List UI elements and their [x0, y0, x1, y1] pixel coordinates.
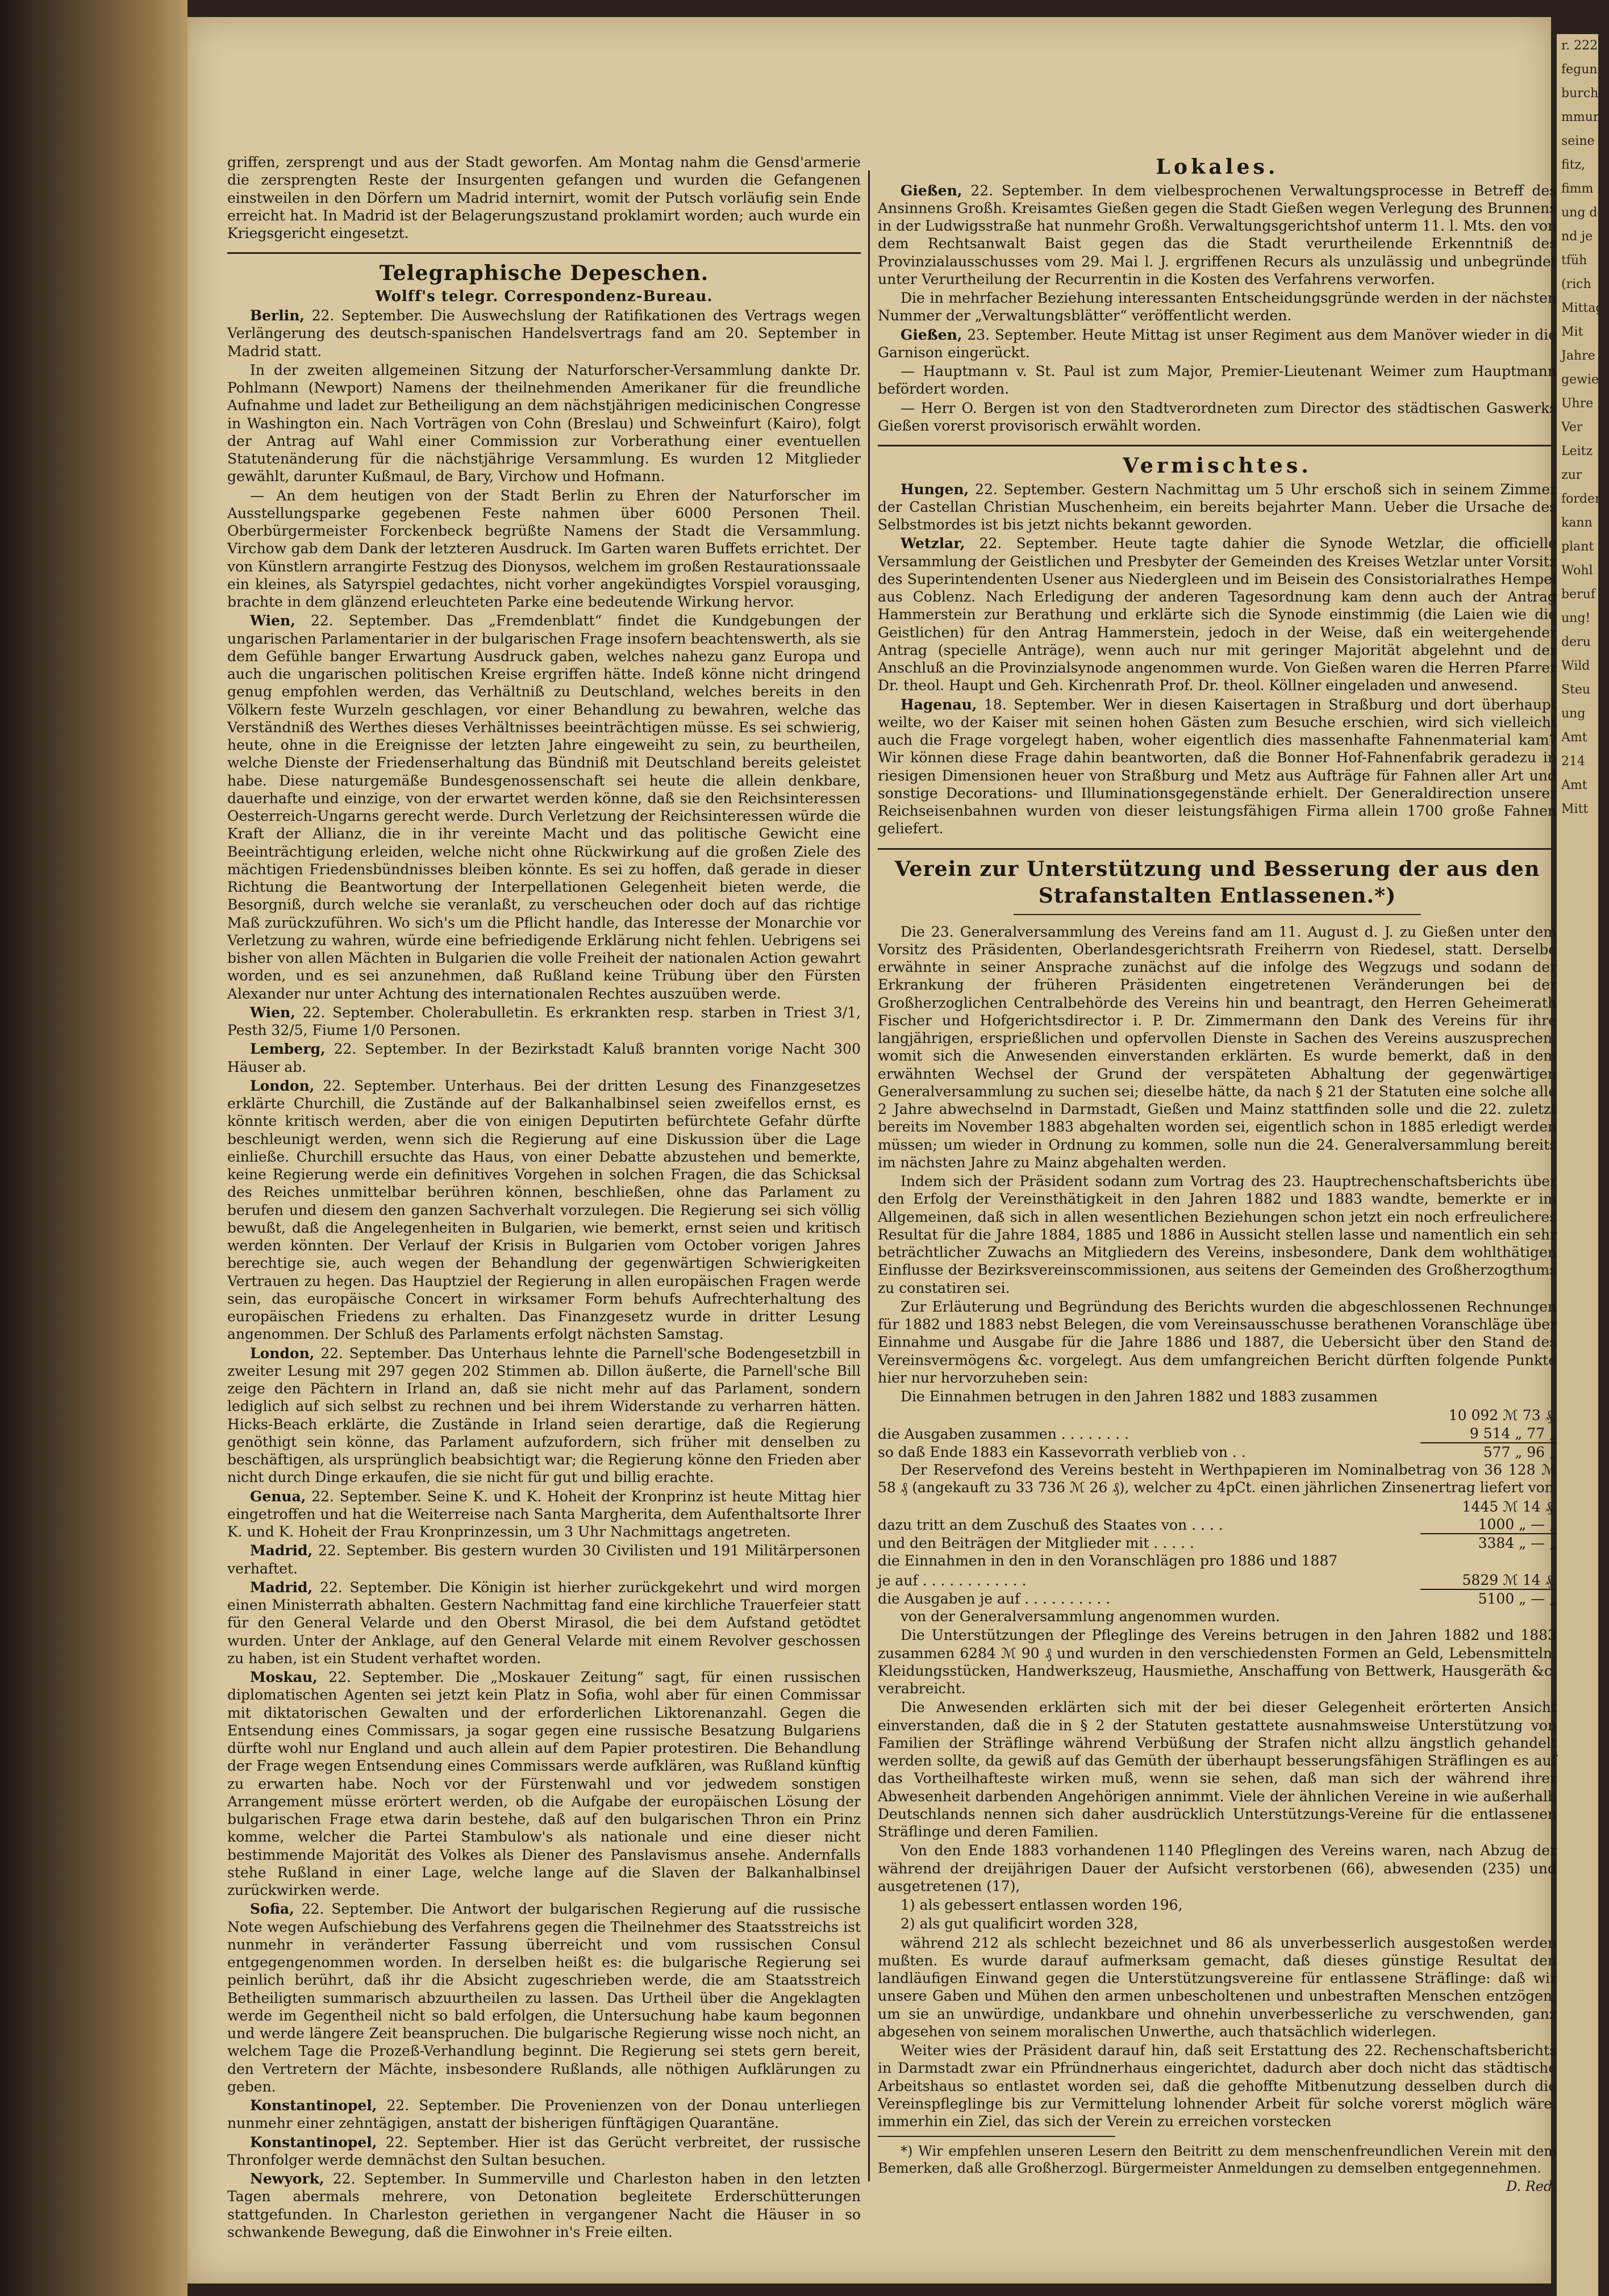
verein-paragraph: Weiter wies der Präsident darauf hin, daß seit Erstattung des 22. Rechenschaftsberichts in Darmstadt zwar ein Pfründnerhaus eingerichtet, dadurch aber doch nicht das städtische Arbeitshaus so entlastet worden sei, daß die gehoffte Mitbenutzung desselben durch die Vereinspfleglinge bis zur Vermittelung lohnender Arbeit für solche vorerst möglich wäre, immerhin ein Ziel, das sich der Verein zu erreichen vorstecken	[878, 2042, 1557, 2130]
article-text: 22. September. Unterhaus. Bei der dritten Lesung des Finanzgesetzes erklärte Churchill, die Zustände auf der Balkanhalbinsel seien zweifellos ernst, es könnte kritisch werden, aber die von einigen Deputirten befürchtete Gefahr dürfte beschleunigt werden, wenn sich die Regierung auf eine Diskussion über die Lage einließe. Churchill ersuchte das Haus, von einer Debatte abzustehen und bemerkte, keine Regierung werde ein definitives Vorgehen in solchen Fragen, die das Schicksal des Reiches unmittelbar berühren können, beschließen, ohne das Parlament zu berufen und diesem den ganzen Sachverhalt vorzulegen. Die Regierung sei sich völlig bewußt, daß die Angelegenheiten in Bulgarien, wie bemerkt, ernst seien und kritisch werden könnten. Der Verlauf der Krisis in Bulgarien vom October vorigen Jahres berechtige sie, auch wegen der Behandlung der gegenwärtigen Schwierigkeiten Vertrauen zu hegen. Das Hauptziel der Regierung in allen europäischen Fragen werde sein, das europäische Concert in wirksamer Form behufs Aufrechterhaltung des europäischen Friedens zu erhalten. Das Finanzgesetz wurde in dritter Lesung angenommen. Der Schluß des Parlaments erfolgt nächsten Samstag.	[227, 1077, 861, 1343]
adjacent-page-text: forder	[1561, 492, 1601, 506]
dateline-place: Konstantinopel,	[250, 2134, 377, 2151]
section-rule	[878, 848, 1557, 850]
verein-paragraph: Die 23. Generalversammlung des Vereins fand am 11. August d. J. zu Gießen unter dem Vorsitz des Präsidenten, Oberlandesgerichtsrath Freiherrn von Riedesel, statt. Derselbe erwähnte in seiner Ansprache zunächst auf die infolge des Wegzugs und sodann der Erkrankung der früheren Präsidenten eingetretenen Veränderungen bei der Großherzoglichen Centralbehörde des Vereins hin und beantragt, den Herren Geheimerath Fischer und Hofgerichtsdirector i. P. Dr. Zimmermann den Dank des Vereins für ihre langjährigen, ersprießlichen und opfervollen Dienste in Sachen des Vereins auszusprechen, womit sich die Anwesenden einverstanden erklärten. Es wurde bemerkt, daß in dem erwähnten Wechsel der Grund der verspäteten Abhaltung der gegenwärtigen Generalversammlung zu suchen sei; dieselbe hätte, da nach § 21 der Statuten eine solche alle 2 Jahre abwechselnd in Darmstadt, Gießen und Mainz stattfinden solle und die 22. zuletzt bereits im November 1883 abgehalten worden sei, eigentlich schon in 1885 erledigt werden müssen; um wieder in Ordnung zu kommen, solle nun die 24. Generalversammlung bereits im nächsten Jahre zu Mainz abgehalten werden.	[878, 923, 1557, 1171]
verein-paragraph: Von den Ende 1883 vorhandenen 1140 Pfleglingen des Vereins waren, nach Abzug der während der dreijährigen Dauer der Aufsicht verstorbenen (66), abwesenden (235) und ausgetretenen (17),	[878, 1842, 1557, 1894]
reserve-paragraph: Der Reservefond des Vereins besteht in Werthpapieren im Nominalbetrag von 36 128 ℳ 58 ₰ (angekauft zu 33 736 ℳ 26 ₰), welcher zu 4pCt. einen jährlichen Zinsenertrag liefert von	[878, 1462, 1557, 1496]
finance-label	[878, 1498, 1420, 1516]
article-paragraph	[227, 2170, 861, 2241]
heading-rule	[1014, 914, 1421, 915]
vermischtes-heading: Vermischtes.	[1123, 453, 1312, 478]
adjacent-page-text: Mitt	[1561, 802, 1589, 816]
adjacent-page-text: Wohl	[1561, 563, 1593, 578]
article-paragraph	[227, 361, 861, 486]
telegram-list	[227, 307, 861, 2241]
adjacent-page-text: Wild	[1561, 659, 1590, 673]
article-text: 22. September. Bis gestern wurden 30 Civilisten und 191 Militärpersonen verhaftet.	[227, 1542, 861, 1577]
finance-value: 5829 ℳ 14 ₰,	[1420, 1571, 1557, 1589]
verein-paragraph: Die Unterstützungen der Pfleglinge des Vereins betrugen in den Jahren 1882 und 1883 zusammen 6284 ℳ 90 ₰ und wurden in den verschiedensten Formen an Geld, Lebensmitteln, Kleidungsstücken, Handwerkszeug, Hausmiethe, Anschaffung von Bettwerk, Hausgeräth &c. verabreicht.	[878, 1627, 1557, 1697]
article-paragraph	[227, 1668, 861, 1899]
article-paragraph	[227, 1077, 861, 1343]
article-paragraph	[227, 2097, 861, 2132]
verein-paragraphs-continued	[878, 1608, 1557, 2130]
adjacent-page-text: ung de	[1561, 206, 1605, 220]
telegrams-heading: Telegraphische Depeschen.	[379, 261, 709, 286]
article-paragraph	[878, 696, 1557, 838]
article-text: 22. September. Gestern Nachmittag um 5 Uhr erschoß sich in seinem Zimmer der Castellan Christian Muschenheim, ein bereits bejahrter Mann. Ueber die Ursache des Selbstmordes ist bis jetzt nichts bekannt geworden.	[878, 481, 1557, 533]
adjacent-page-text: Leitz	[1561, 444, 1593, 458]
finance-label	[878, 1406, 1420, 1424]
article-paragraph	[878, 289, 1557, 325]
finance-row	[878, 1406, 1557, 1424]
article-paragraph	[227, 612, 861, 1003]
adjacent-page-text: zur	[1561, 468, 1582, 482]
article-text: 18. September. Wer in diesen Kaisertagen in Straßburg und dort überhaupt weilte, wo der Kaiser mit seinen hohen Gästen zum Besuche erschien, wird sich vielleicht auch die Frage vorgelegt haben, woher eigentlich dies massenhafte Fahnenmaterial kam? Wir können diese Frage dahin beantworten, daß die Bonner Hof-Fahnenfabrik geradezu in riesigen Dimensionen heuer von Straßburg und Metz aus Aufträge für Fahnen aller Art und sonstige Decorations- und Illuminationsgegenstände erhielt. Der Generaldirection unserer Reichseisenbahnen wurden von dieser leistungsfähigen Firma allein 1700 große Fahnen geliefert.	[878, 696, 1557, 837]
finance-table-1	[878, 1406, 1557, 1461]
footnote: *) Wir empfehlen unseren Lesern den Beitritt zu dem menschenfreundlichen Verein mit dem Bemerken, daß alle Großherzogl. Bürgermeister Anmeldungen zu demselben entgegennehmen.	[878, 2143, 1557, 2177]
dateline-place: London,	[250, 1345, 315, 1362]
section-rule	[878, 445, 1557, 446]
article-paragraph	[227, 1488, 861, 1541]
adjacent-page-text: 214	[1561, 754, 1585, 769]
article-text: 22. September. Die „Moskauer Zeitung“ sagt, für einen russischen diplomatischen Agenten sei jetzt kein Platz in Sofia, wohl aber für einen Commissar mit diktatorischen Gewalten und der erforderlichen Liktorenanzahl. Gegen die Entsendung eines Commissars, ja sogar gegen eine russische Besatzung Bulgariens dürfte wohl nur England und auch allein auf dem Papier protestiren. Die Behandlung der Frage wegen Entsendung eines Commissars werde aufklären, was Rußland künftig zu erwarten habe. Noch vor der Fürstenwahl und vor jedwedem sonstigen Arrangement müsse erörtert werden, ob die Aufgabe der europäischen Lösung der bulgarischen Frage etwa darin bestehe, daß auf den bulgarischen Thron ein Prinz komme, welcher die Partei Stambulow's als nationale und eine dieser nicht bestimmende Majorität des Volkes als Diener des Panslavismus ansehe. Andernfalls stehe Rußland in einer Lage, welche lange auf die Slaven der Balkanhalbinsel zurückwirken werde.	[227, 1669, 861, 1898]
article-text: 22. September. Heute tagte dahier die Synode Wetzlar, die officielle Versammlung der Geistlichen und Presbyter der Gemeinden des Kreises Wetzlar unter Vorsitz des Superintendenten Usener aus Niedergleen und im Beisein des Consistorialrathes Hempel aus Coblenz. Nach Erledigung der anderen Tagesordnung kam denn auch der Antrag Hammerstein zur Berathung und erklärte sich die Synode einstimmig (die Laien wie die Geistlichen) für den Antrag Hammerstein, jedoch in der Weise, daß ein weitergehender Antrag (specielle Anträge), wenn auch nur mit geringer Majorität abgelehnt und der Anschluß an die Provinzialsynode angenommen wurde. Von Gießen waren die Herren Pfarrer Dr. theol. Haupt und Geh. Kirchenrath Prof. Dr. theol. Köllner eingeladen und anwesend.	[878, 535, 1557, 694]
continuation-paragraph: griffen, zersprengt und aus der Stadt geworfen. Am Montag nahm die Gensd'armerie die zersprengten Reste der Insurgenten gefangen und wurden die Gefangenen einstweilen in den Dörfern um Madrid internirt, womit der Putsch vorläufig sein Ende erreicht hat. In Madrid ist der Belagerungszustand proklamirt worden; auch wurde ein Kriegsgericht eingesetzt.	[227, 154, 861, 241]
finance-label: je auf . . . . . . . . . . . .	[878, 1572, 1027, 1589]
finance-value: 9 514 „ 77 „	[1420, 1425, 1557, 1443]
finance-label: dazu tritt an dem Zuschuß des Staates von . . . .	[878, 1516, 1223, 1533]
article-paragraph	[227, 1542, 861, 1577]
finance-value: 1445 ℳ 14 ₰,	[1462, 1498, 1557, 1515]
adjacent-page-text: mmung	[1561, 110, 1609, 124]
verein-paragraphs	[878, 923, 1557, 1406]
article-paragraph	[878, 481, 1557, 534]
finance-value: 3384 „ — „	[1478, 1535, 1557, 1551]
article-text: Die in mehrfacher Beziehung interessanten Entscheidungsgründe werden in der nächsten Nummer der „Verwaltungsblätter“ veröffentlicht werden.	[878, 290, 1557, 324]
book-binding	[0, 0, 187, 2296]
verein-paragraph: Die Anwesenden erklärten sich mit der bei dieser Gelegenheit erörterten Ansicht einverstanden, daß die in § 2 der Statuten gestattete ausnahmsweise Unterstützung von Familien der Sträflinge während Verbüßung der Strafen nicht allzu ängstlich gehandelt werden sollte, da gewiß auf das Gemüth der überhaupt besserungsfähigen Sträflingen es auf das Vortheilhafteste wirken muß, wenn sie sehen, daß man sich der während ihrer Abwesenheit darbenden Angehörigen annimmt. Viele der ähnlichen Vereine in wie außerhalb Deutschlands nennen sich daher ausdrücklich Unterstützungs-Vereine für die entlassenen Sträflinge und deren Familien.	[878, 1699, 1557, 1840]
article-text: 22. September. Cholerabulletin. Es erkrankten resp. starben in Triest 3/1, Pesth 32/5, Fiume 1/0 Personen.	[227, 1004, 861, 1038]
adjacent-page-text: ung	[1561, 707, 1586, 721]
adjacent-page-text: Ver	[1561, 420, 1583, 435]
dateline-place: Moskau,	[250, 1669, 318, 1685]
adjacent-page-fragment	[1557, 34, 1609, 2296]
dateline-place: Gießen,	[901, 326, 962, 343]
article-text: In der zweiten allgemeinen Sitzung der Naturforscher-Versammlung dankte Dr. Pohlmann (Newport) Namens der theilnehmenden Amerikaner für die freundliche Aufnahme und ladet zur Betheiligung an dem nächstjährigen medicinischen Congresse in Washington ein. Nach Vorträgen von Cohn (Breslau) und Schweinfurt (Kairo), folgt der Antrag auf Wahl einer Commission zur Vorberathung einer eventuellen Statutenänderung für die nächstjährige Versammlung. Es wurden 12 Mitglieder gewählt, darunter Kußmaul, de Bary, Virchow und Hofmann.	[227, 361, 861, 485]
adjacent-page-text: r. 222.	[1561, 39, 1602, 53]
article-text: — Herr O. Bergen ist von den Stadtverordneten zum Director des städtischen Gaswerks Gießen vorerst provisorisch erwählt worden.	[878, 399, 1557, 434]
adjacent-page-text: deru	[1561, 635, 1591, 649]
article-paragraph	[878, 182, 1557, 289]
right-column	[878, 153, 1557, 2196]
article-paragraph	[878, 399, 1557, 435]
adjacent-page-text: Uhre	[1561, 396, 1594, 411]
adjacent-page-text: beruf	[1561, 587, 1595, 602]
finance-value: 10 092 ℳ 73 ₰,	[1448, 1407, 1557, 1424]
footnote-rule	[878, 2136, 1115, 2137]
dateline-place: Genua,	[250, 1488, 306, 1505]
finance-row	[878, 1534, 1557, 1552]
dateline-place: Madrid,	[250, 1579, 313, 1596]
verein-heading: Verein zur Unterstützung und Besserung der aus den Strafanstalten Entlassenen.*)	[894, 856, 1540, 908]
dateline-place: Berlin,	[250, 307, 305, 324]
dateline-place: Wien,	[250, 612, 295, 629]
finance-table-3	[878, 1571, 1557, 1608]
article-paragraph	[878, 326, 1557, 362]
article-paragraph	[227, 307, 861, 360]
article-text: 22. September. In der Bezirkstadt Kaluß brannten vorige Nacht 300 Häuser ab.	[227, 1041, 861, 1075]
dateline-place: Gießen,	[901, 182, 962, 199]
dateline-place: Hungen,	[901, 481, 969, 498]
article-text: 22. September. Die Königin ist hierher zurückgekehrt und wird morgen einen Ministerrath abhalten. Gestern Nachmittag fand eine kirchliche Trauerfeier statt für den General Velarde und den Oberst Mirasol, die bei dem Aufstand getödtet wurden. Unter der Anklage, auf den General Velarde mit einem Revolver geschossen zu haben, ist ein Student verhaftet worden.	[227, 1579, 861, 1667]
adjacent-page-text: Steu	[1561, 683, 1591, 697]
section-rule	[227, 252, 861, 254]
article-paragraph	[227, 1579, 861, 1667]
finance-value: 1000 „ — „	[1420, 1516, 1557, 1534]
verein-paragraph: Die Einnahmen betrugen in den Jahren 1882 und 1883 zusammen	[901, 1388, 1378, 1405]
finance-row	[878, 1571, 1557, 1589]
article-paragraph	[227, 1004, 861, 1040]
article-text: 22. September. Die Provenienzen von der Donau unterliegen nunmehr einer zehntägigen, anstatt der bisherigen fünftägigen Quarantäne.	[227, 2097, 861, 2132]
adjacent-page-text: Jahre	[1561, 349, 1595, 363]
finance-table-2	[878, 1498, 1557, 1552]
adjacent-page-text: Mit	[1561, 325, 1583, 339]
dateline-place: Lemberg,	[250, 1041, 326, 1058]
finance-label: und den Beiträgen der Mitglieder mit . . . . .	[878, 1535, 1194, 1551]
dateline-place: Hagenau,	[901, 696, 977, 713]
article-text: 22. September. Das „Fremdenblatt“ findet die Kundgebungen der ungarischen Parlamentarier in der bulgarischen Frage insofern beachtenswerth, als sie dem Gefühle banger Erwartung Ausdruck gaben, welches nahezu ganz Europa und auch die ungarischen politischen Kreise ergriffen hätte. Indeß könne nicht dringend genug empfohlen werden, das Verhältniß zu Deutschland, welches bereits in den Völkern feste Wurzeln geschlagen, vor einer Behandlung zu bewahren, welche das Verständniß des Werthes dieses Verhältnisses beeinträchtigen müsse. Es sei schwierig, heute, ohne in die Ereignisse der letzten Jahre eingeweiht zu sein, zu beurtheilen, welche Dienste der Friedenserhaltung das Bündniß mit Deutschland bereits geleistet habe. Diese naturgemäße Bundesgenossenschaft sei heute die allein denkbare, dauerhafte und einzige, von der erwartet werden könne, daß sie den Reichsinteressen Oesterreich-Ungarns gerecht werde. Durch Verletzung der Reichsinteressen würde die Kraft der Allianz, die in ihr vereinte Macht und das politische Gewicht eine Beeinträchtigung erleiden, welche nicht ohne Rückwirkung auf die großen Ziele des mächtigen Friedensbündnisses bleiben könnte. Es sei zu hoffen, daß gerade in dieser Richtung die Beantwortung der Interpellationen Gelegenheit bieten werde, die Besorgniß, durch welche sie veranlaßt, zu verscheuchen oder doch auf das richtige Maß zurückzuführen. Wo sich's um die Pflicht handle, das Interesse der Monarchie vor Verletzung zu wahren, würde eine befriedigende Erklärung nicht fehlen. Uebrigens sei bisher von allen Mächten in Bulgarien die volle Freiheit der nationalen Action gewahrt worden, und es sei anzunehmen, daß Rußland keine Trübung über den Fürsten Alexander nur unter Achtung des internationalen Rechtes auszuüben werde.	[227, 612, 861, 1002]
dateline-place: Wetzlar,	[901, 535, 965, 552]
finance-row	[878, 1589, 1557, 1608]
dateline-place: Wien,	[250, 1004, 295, 1021]
verein-paragraph: Indem sich der Präsident sodann zum Vortrag des 23. Hauptrechenschaftsberichts über den Erfolg der Vereinsthätigkeit in den Jahren 1882 und 1883 wandte, bemerkte er im Allgemeinen, daß sich in allen wesentlichen Beziehungen schon jetzt ein noch erfreulicheres Resultat für die Jahre 1884, 1885 und 1886 in Aussicht stellen lasse und namentlich ein sehr beträchtlicher Zuwachs an Mitgliedern des Vereins, insbesondere, Dank dem wohlthätigen Einflusse der Bezirksvereinscommissionen, aus seitens der Gemeinden des Großherzogthums zu constatiren sei.	[878, 1173, 1557, 1296]
adjacent-page-text: gewielt	[1561, 373, 1608, 387]
dateline-place: Sofia,	[250, 1901, 294, 1918]
article-paragraph	[227, 1900, 861, 2095]
verein-paragraph: 2) als gut qualificirt worden 328,	[901, 1915, 1138, 1932]
finance-label: so daß Ende 1883 ein Kassevorrath verblieb von . .	[878, 1443, 1246, 1460]
verein-paragraph: von der Generalversammlung angenommen wurden.	[901, 1608, 1281, 1625]
verein-paragraph: Zur Erläuterung und Begründung des Berichts wurden die abgeschlossenen Rechnungen für 1882 und 1883 nebst Belegen, die vom Vereinsausschusse berathenen Voranschläge über Einnahme und Ausgabe für die Jahre 1886 und 1887, die Uebersicht über den Stand des Vereinsvermögens &c. vorgelegt. Aus dem umfangreichen Bericht dürften folgende Punkte hier nur hervorzuheben sein:	[878, 1298, 1557, 1386]
budget-paragraph: die Einnahmen in den in den Voranschlägen pro 1886 und 1887	[878, 1552, 1338, 1569]
verein-paragraph: 1) als gebessert entlassen worden 196,	[901, 1897, 1183, 1913]
adjacent-page-text: plant	[1561, 540, 1594, 554]
adjacent-page-text: Amt	[1561, 778, 1587, 792]
lokales-heading: Lokales.	[1156, 155, 1279, 179]
adjacent-page-text: Mittag	[1561, 301, 1604, 315]
finance-value: 577 „ 96 „	[1483, 1443, 1557, 1460]
finance-row	[878, 1498, 1557, 1516]
adjacent-page-text: burch	[1561, 86, 1599, 101]
left-column	[227, 153, 861, 2242]
vermischtes-list	[878, 481, 1557, 838]
adjacent-page-text: nd je	[1561, 229, 1593, 244]
column-divider	[868, 170, 870, 2181]
lokales-list	[878, 182, 1557, 435]
article-text: 22. September. Die Antwort der bulgarischen Regierung auf die russische Note wegen Aufschiebung des Verfahrens gegen die Theilnehmer des Staatsstreichs ist nunmehr in veränderter Fassung überreicht und vom russischen Consul entgegengenommen worden. In derselben heißt es: die bulgarische Regierung sei peinlich berührt, daß ihr die Absicht zugeschrieben werde, die am Staatsstreich Betheiligten summarisch abzuurtheilen zu lassen. Das Urtheil über die Angeklagten werde im Gegentheil nicht so bald erfolgen, die Untersuchung habe kaum begonnen und werde längere Zeit beanspruchen. Die bulgarische Regierung wisse noch nicht, an welchem Tage die Prozeß-Verhandlung beginnt. Die Regierung sei stets gern bereit, den Vertretern der Mächte, insbesondere Rußlands, alle nöthigen Aufklärungen zu geben.	[227, 1901, 861, 2095]
article-text: 22. September. In Summerville und Charleston haben in den letzten Tagen abermals mehrere, von Detonation begleitete Erderschütterungen stattgefunden. In Charleston geriethen in vergangener Nacht die Häuser in so schwankende Bewegung, daß die Einwohner in's Freie eilten.	[227, 2170, 861, 2240]
article-paragraph	[227, 487, 861, 611]
article-text: — Hauptmann v. St. Paul ist zum Major, Premier-Lieutenant Weimer zum Hauptmann befördert worden.	[878, 363, 1557, 398]
finance-label: die Ausgaben je auf . . . . . . . . . .	[878, 1590, 1111, 1607]
finance-row	[878, 1516, 1557, 1534]
article-paragraph	[878, 362, 1557, 398]
finance-label: die Ausgaben zusammen . . . . . . . .	[878, 1425, 1129, 1442]
finance-value: 5100 „ — „	[1478, 1590, 1557, 1607]
adjacent-page-text: Amt	[1561, 730, 1587, 745]
finance-row	[878, 1443, 1557, 1461]
adjacent-page-text: fitz,	[1561, 158, 1586, 172]
adjacent-page-text: fimm	[1561, 182, 1594, 196]
adjacent-page-text: fegung	[1561, 62, 1606, 77]
article-text: 22. September. Das Unterhaus lehnte die Parnell'sche Bodengesetzbill in zweiter Lesung mit 297 gegen 202 Stimmen ab. Dillon äußerte, die Parnell'sche Bill zeige den Pächtern in Irland an, daß sie nicht mehr auf das Parlament, sondern lediglich auf sich selbst zu rechnen und bei ihrem Widerstande zu verharren hätten. Hicks-Beach erklärte, die Zustände in Irland seien derartige, daß die Regierung genöthigt sein könne, das Parlament aufzufordern, sich früher mit denselben zu beschäftigen, als ursprünglich beabsichtigt war; die Regierung könne den Frieden aber nicht durch Dinge erkaufen, die sie nicht für gut und billig erachte.	[227, 1345, 861, 1486]
article-text: 22. September. Hier ist das Gerücht verbreitet, der russische Thronfolger werde demnächst den Sultan besuchen.	[227, 2134, 861, 2168]
adjacent-page-text: ung!	[1561, 611, 1591, 625]
article-text: 23. September. Heute Mittag ist unser Regiment aus dem Manöver wieder in die Garnison eingerückt.	[878, 326, 1557, 361]
adjacent-page-text: kann	[1561, 516, 1593, 530]
adjacent-page-text: (rich	[1561, 277, 1591, 291]
verein-paragraph: während 212 als schlecht bezeichnet und 86 als unverbesserlich ausgestoßen werden mußten. Es wurde darauf aufmerksam gemacht, daß dieses günstige Resultat den landläufigen Einwand gegen die Unterstützungsvereine für entlassene Sträflinge: daß wir unsere Gaben und Mühen den armen unbescholtenen und unbestraften Menschen entzögen, um sie an unwürdige, undankbare und ohnehin unverbesserliche zu verschwenden, ganz abgesehen von seinem moralischen Unwerthe, auch thatsächlich widerlegen.	[878, 1934, 1557, 2040]
article-paragraph	[227, 2134, 861, 2169]
dateline-place: Konstantinopel,	[250, 2097, 377, 2114]
dateline-place: London,	[250, 1077, 315, 1094]
telegrams-subheading: Wolff's telegr. Correspondenz-Bureau.	[375, 287, 713, 305]
dateline-place: Madrid,	[250, 1542, 313, 1559]
finance-row	[878, 1425, 1557, 1443]
article-paragraph	[878, 535, 1557, 694]
article-text: 22. September. In dem vielbesprochenen Verwaltungsprocesse in Betreff des Ansinnens Großh. Kreisamtes Gießen gegen die Stadt Gießen wegen Verlegung des Brunnens in der Ludwigsstraße hat nunmehr Großh. Verwaltungsgerichtshof unterm 11. l. Mts. den von dem Rechtsanwalt Baist gegen das die Stadt verurtheilende Erkenntniß des Provinzialausschusses vom 29. Mai l. J. ergriffenen Recurs als unzulässig und unbegründet unter Verurtheilung der Recurrentin in die Kosten des Verfahrens verworfen.	[878, 182, 1557, 287]
article-text: 22. September. Seine K. und K. Hoheit der Kronprinz ist heute Mittag hier eingetroffen und hat die Weiterreise nach Santa Margherita, dem Aufenthaltsorte Ihrer K. und K. Hoheit der Frau Kronprinzessin, um 3 Uhr Nachmittags angetreten.	[227, 1488, 861, 1540]
adjacent-page-text: tfüh	[1561, 253, 1587, 268]
dateline-place: Newyork,	[250, 2170, 324, 2187]
article-paragraph	[227, 1345, 861, 1487]
adjacent-page-text: seine	[1561, 134, 1595, 148]
footnote-signature: D. Red.	[1506, 2178, 1557, 2195]
article-text: 22. September. Die Auswechslung der Ratifikationen des Vertrags wegen Verlängerung des deutsch-spanischen Handelsvertrags fand am 20. September in Madrid statt.	[227, 307, 861, 360]
article-text: — An dem heutigen von der Stadt Berlin zu Ehren der Naturforscher im Ausstellungsparke gegebenen Feste nahmen über 6000 Personen Theil. Oberbürgermeister Forckenbeck begrüßte Namens der Stadt die Versammlung. Virchow gab dem Dank der letzteren Ausdruck. Im Garten waren Buffets errichtet. Der von Künstlern arrangirte Festzug des Dionysos, welchem im großen Restaurationssaale ein kleines, als Satyrspiel gedachtes, nicht vorher angekündigtes Vorspiel vorausging, brachte in dem glänzend erleuchteten Parke eine bedeutende Wirkung hervor.	[227, 487, 861, 610]
article-paragraph	[227, 1040, 861, 1076]
